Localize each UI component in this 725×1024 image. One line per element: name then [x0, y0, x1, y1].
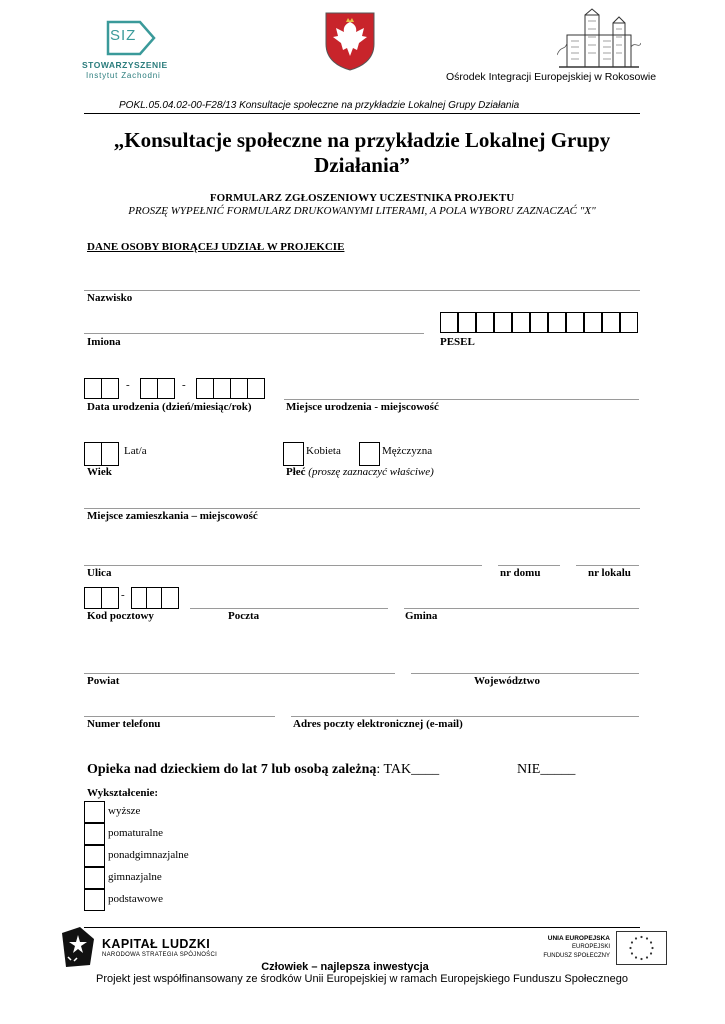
siz-name: STOWARZYSZENIE [82, 60, 168, 70]
voivodeship-line[interactable] [411, 673, 639, 674]
eu-star [635, 956, 637, 958]
commune-label: Gmina [405, 610, 438, 622]
eu-star [651, 947, 653, 949]
flat-number-line[interactable] [576, 565, 639, 566]
age-label: Wiek [87, 466, 112, 478]
education-option-post-secondary: pomaturalne [108, 827, 163, 839]
eu-line2: EUROPEJSKI [571, 944, 610, 950]
education-label: Wykształcenie: [87, 787, 159, 799]
phone-label: Numer telefonu [87, 718, 161, 730]
street-line[interactable] [84, 565, 482, 566]
kapital-ludzki-name: KAPITAŁ LUDZKI [102, 937, 211, 951]
pesel-digit-box[interactable] [512, 312, 530, 333]
form-instruction: PROSZĘ WYPEŁNIĆ FORMULARZ DRUKOWANYMI LITERAMI, A POLA WYBORU ZAZNACZAĆ "X" [128, 205, 596, 217]
house-number-line[interactable] [498, 565, 560, 566]
email-label: Adres poczty elektronicznej (e-mail) [293, 718, 463, 730]
female-label: Kobieta [306, 445, 341, 457]
footer-funding: Projekt jest współfinansowany ze środków Unii Europejskiej w ramach Europejskiego Funduszu Społecznego [96, 973, 628, 985]
eu-star [640, 958, 642, 960]
birth-date-boxes[interactable] [84, 378, 270, 399]
surname-line[interactable] [84, 290, 640, 291]
education-checkbox-higher[interactable] [84, 801, 105, 823]
birth-place-line[interactable] [284, 399, 639, 400]
care-no-option[interactable]: NIE_____ [517, 762, 576, 777]
coat-of-arms [323, 10, 377, 72]
birth-date-separator: - [126, 379, 130, 391]
page-title [84, 128, 640, 178]
voivodeship-label: Województwo [474, 675, 540, 687]
eu-star [640, 936, 642, 938]
residence-line[interactable] [84, 508, 640, 509]
house-number-label: nr domu [500, 567, 541, 579]
palace-icon [557, 7, 641, 71]
surname-label: Nazwisko [87, 292, 133, 304]
postal-code-label: Kod pocztowy [87, 610, 154, 622]
eagle-shield-icon [323, 10, 377, 72]
siz-subname: Instytut Zachodni [86, 71, 161, 80]
pesel-boxes[interactable] [440, 312, 638, 333]
flat-number-label: nr lokalu [588, 567, 631, 579]
education-option-higher: wyższe [108, 805, 141, 817]
care-colon: : [376, 762, 381, 777]
pesel-digit-box[interactable] [476, 312, 494, 333]
eu-star [650, 952, 652, 954]
education-checkbox-upper-secondary[interactable] [84, 845, 105, 867]
section-heading: DANE OSOBY BIORĄCEJ UDZIAŁ W PROJEKCIE [87, 241, 345, 253]
reference-number: POKL.05.04.02-00-F28/13 Konsultacje społeczne na przykładzie Lokalnej Grupy Działania [119, 100, 520, 111]
pesel-digit-box[interactable] [566, 312, 584, 333]
pesel-digit-box[interactable] [494, 312, 512, 333]
education-checkbox-lower-secondary[interactable] [84, 867, 105, 889]
siz-logo [82, 18, 186, 84]
post-office-label: Poczta [228, 610, 260, 622]
footer-slogan: Człowiek – najlepsza inwestycja [261, 961, 429, 973]
first-names-line[interactable] [84, 333, 424, 334]
pesel-digit-box[interactable] [602, 312, 620, 333]
pesel-digit-box[interactable] [440, 312, 458, 333]
eu-star [646, 937, 648, 939]
birth-date-label: Data urodzenia (dzień/miesiąc/rok) [87, 401, 252, 413]
female-checkbox[interactable] [283, 442, 304, 466]
county-line[interactable] [84, 673, 395, 674]
palace-illustration [557, 7, 641, 71]
pesel-digit-box[interactable] [584, 312, 602, 333]
eu-flag [616, 931, 667, 965]
care-question [87, 762, 439, 778]
birth-date-separator: - [182, 379, 186, 391]
street-label: Ulica [87, 567, 112, 579]
pesel-label: PESEL [440, 336, 475, 348]
eu-star [629, 947, 631, 949]
postal-code-separator: - [121, 589, 125, 601]
eu-star [650, 941, 652, 943]
email-line[interactable] [291, 716, 639, 717]
pesel-digit-box[interactable] [548, 312, 566, 333]
eu-line3: FUNDUSZ SPOŁECZNY [543, 953, 610, 959]
right-org-name: Ośrodek Integracji Europejskiej w Rokosowie [446, 71, 657, 83]
gender-note: (proszę zaznaczyć właściwe) [308, 466, 434, 478]
male-label: Mężczyzna [382, 445, 433, 457]
eu-star [631, 952, 633, 954]
eu-stars-icon [617, 932, 666, 964]
education-option-upper-secondary: ponadgimnazjalne [108, 849, 189, 861]
eu-star [635, 937, 637, 939]
male-checkbox[interactable] [359, 442, 380, 466]
siz-badge-text: SIZ [110, 27, 137, 44]
care-yes-option[interactable]: TAK____ [383, 762, 440, 777]
birth-place-label: Miejsce urodzenia - miejscowość [286, 401, 439, 413]
county-label: Powiat [87, 675, 120, 687]
eu-star [631, 941, 633, 943]
page-title-line1: „Konsultacje społeczne na przykładzie Lokalnej Grupy [113, 128, 611, 152]
care-label: Opieka nad dzieckiem do lat 7 lub osobą zależną [87, 762, 377, 777]
gender-label [286, 466, 434, 478]
residence-label: Miejsce zamieszkania – miejscowość [87, 510, 258, 522]
eu-line1: UNIA EUROPEJSKA [547, 935, 610, 942]
kapital-ludzki-subtitle: NARODOWA STRATEGIA SPÓJNOŚCI [102, 952, 218, 958]
pesel-digit-box[interactable] [458, 312, 476, 333]
pesel-digit-box[interactable] [530, 312, 548, 333]
education-option-lower-secondary: gimnazjalne [108, 871, 162, 883]
education-checkbox-primary[interactable] [84, 889, 105, 911]
age-boxes[interactable] [84, 442, 122, 466]
gender-label-text: Płeć [286, 466, 306, 478]
header-rule [84, 113, 640, 114]
commune-line[interactable] [404, 608, 639, 609]
form-title: FORMULARZ ZGŁOSZENIOWY UCZESTNIKA PROJEKTU [209, 192, 515, 204]
post-office-line[interactable] [190, 608, 388, 609]
education-checkbox-post-secondary[interactable] [84, 823, 105, 845]
page-title-line2: Działania” [314, 153, 410, 177]
postal-code-boxes[interactable] [84, 587, 178, 609]
eu-text [520, 934, 610, 961]
age-unit: Lat/a [124, 445, 147, 457]
education-option-primary: podstawowe [108, 893, 163, 905]
phone-line[interactable] [84, 716, 275, 717]
pesel-digit-box[interactable] [620, 312, 638, 333]
first-names-label: Imiona [87, 336, 121, 348]
eu-star [646, 956, 648, 958]
